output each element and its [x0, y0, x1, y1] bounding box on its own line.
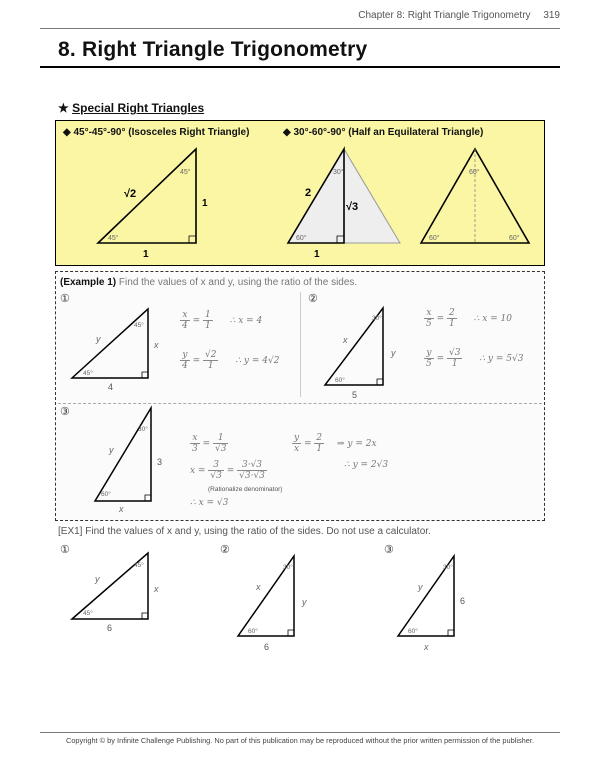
exercise-1-number: ① — [60, 544, 70, 556]
exercise-label: [EX1] — [58, 526, 83, 537]
example-1-number: ① — [60, 293, 70, 305]
page-title: 8. Right Triangle Trigonometry — [58, 38, 368, 61]
ex1-angle-top: 45° — [134, 322, 144, 329]
ex3-eq2: x = $\frac{3}{√3}$ = $\frac{3\cdot√3}{√3\cdot√3}$ — [190, 460, 265, 481]
exercise-2-number: ② — [220, 544, 230, 556]
example-text: Find the values of x and y, using the ratio of the sides. — [118, 277, 358, 288]
ex2-y-label: y — [391, 348, 396, 358]
ex2-base-label: 5 — [352, 390, 358, 400]
t3-angle-right: 60° — [509, 235, 520, 242]
ex3-base-label: x — [119, 504, 124, 514]
t2-height: √3 — [346, 201, 359, 213]
q2-y-label: y — [302, 597, 307, 607]
ex3-eq1: $\frac{x}{3}$ = $\frac{1}{√3}$ — [192, 433, 227, 454]
q3-side-label: 6 — [460, 596, 466, 606]
q3-y-label: y — [418, 582, 423, 592]
t3-angle-top: 60° — [469, 169, 480, 176]
q3-angle-top: 30° — [443, 564, 453, 571]
ex3-angle-top: 30° — [138, 426, 148, 433]
heading-30-60-90: ◆ 30°-60°-90° (Half an Equilateral Triangle) — [283, 127, 484, 138]
q1-x-label: x — [154, 584, 159, 594]
q1-y-label: y — [95, 574, 100, 584]
q1-base-label: 6 — [107, 623, 113, 633]
ex1-base-label: 4 — [108, 382, 114, 392]
q2-base-label: 6 — [264, 642, 270, 652]
q2-x-label: x — [256, 582, 261, 592]
exercise-text: Find the values of x and y, using the ratio of the sides. Do not use a calculator. — [85, 526, 431, 537]
ex3-note: (Rationalize denominator) — [208, 486, 283, 493]
ex3-result-y: ∴ y = 2√3 — [344, 460, 389, 470]
example-2-number: ② — [308, 293, 318, 305]
ex2-angle-left: 60° — [335, 377, 345, 384]
ex2-angle-top: 30° — [372, 315, 382, 322]
t1-hyp: √2 — [124, 188, 137, 200]
t1-leg-right: 1 — [202, 198, 208, 209]
ex3-y-label: y — [109, 445, 114, 455]
t1-angle-top: 45° — [180, 169, 191, 176]
example-3-number: ③ — [60, 406, 70, 418]
example-label: (Example 1) — [60, 277, 117, 288]
q1-angle-left: 45° — [83, 610, 93, 617]
t3-angle-left: 60° — [429, 235, 440, 242]
t2-hyp: 2 — [305, 187, 312, 199]
t1-leg-bottom: 1 — [143, 249, 149, 260]
ex1-angle-left: 45° — [83, 370, 93, 377]
q2-angle-left: 60° — [248, 628, 258, 635]
ex1-y-label: y — [96, 334, 101, 344]
ex2-x-label: x — [343, 335, 348, 345]
ex2-eq1: $\frac{x}{5}$ = $\frac{2}{1}$ ∴ x = 10 — [426, 308, 512, 329]
copyright-footer: Copyright © by Infinite Challenge Publishing. No part of this publication may be reproduced without the prior written permission of the publisher. — [40, 732, 560, 745]
t2-base: 1 — [314, 249, 320, 260]
star-icon: ★ — [58, 101, 69, 115]
exercise-3-number: ③ — [384, 544, 394, 556]
t2-angle-top: 30° — [333, 169, 344, 176]
ex1-eq1: $\frac{x}{4}$ = $\frac{1}{1}$ ∴ x = 4 — [182, 310, 263, 331]
t1-angle-left: 45° — [108, 235, 119, 242]
q3-angle-left: 60° — [408, 628, 418, 635]
chapter-label: Chapter 8: Right Triangle Trigonometry — [358, 10, 531, 21]
ex1-eq2: $\frac{y}{4}$ = $\frac{√2}{1}$ ∴ y = 4√2 — [182, 350, 280, 371]
q3-base-label: x — [424, 642, 429, 652]
heading-45-45-90: ◆ 45°-45°-90° (Isosceles Right Triangle) — [63, 127, 250, 138]
t2-angle-left: 60° — [296, 235, 307, 242]
ex3-result-x: ∴ x = √3 — [190, 498, 229, 508]
ex3-angle-left: 60° — [101, 491, 111, 498]
page-number: 319 — [543, 10, 560, 21]
q2-angle-top: 30° — [283, 564, 293, 571]
section-title: Special Right Triangles — [72, 101, 205, 115]
ex1-x-label: x — [154, 340, 159, 350]
ex3-side-label: 3 — [157, 457, 163, 467]
exercise-heading — [58, 526, 431, 537]
ex2-eq2: $\frac{y}{5}$ = $\frac{√3}{1}$ ∴ y = 5√3 — [426, 348, 524, 369]
q1-angle-top: 45° — [134, 562, 144, 569]
ex3-eq3: $\frac{y}{x}$ = $\frac{2}{1}$ ⇒ y = 2x — [294, 433, 377, 454]
